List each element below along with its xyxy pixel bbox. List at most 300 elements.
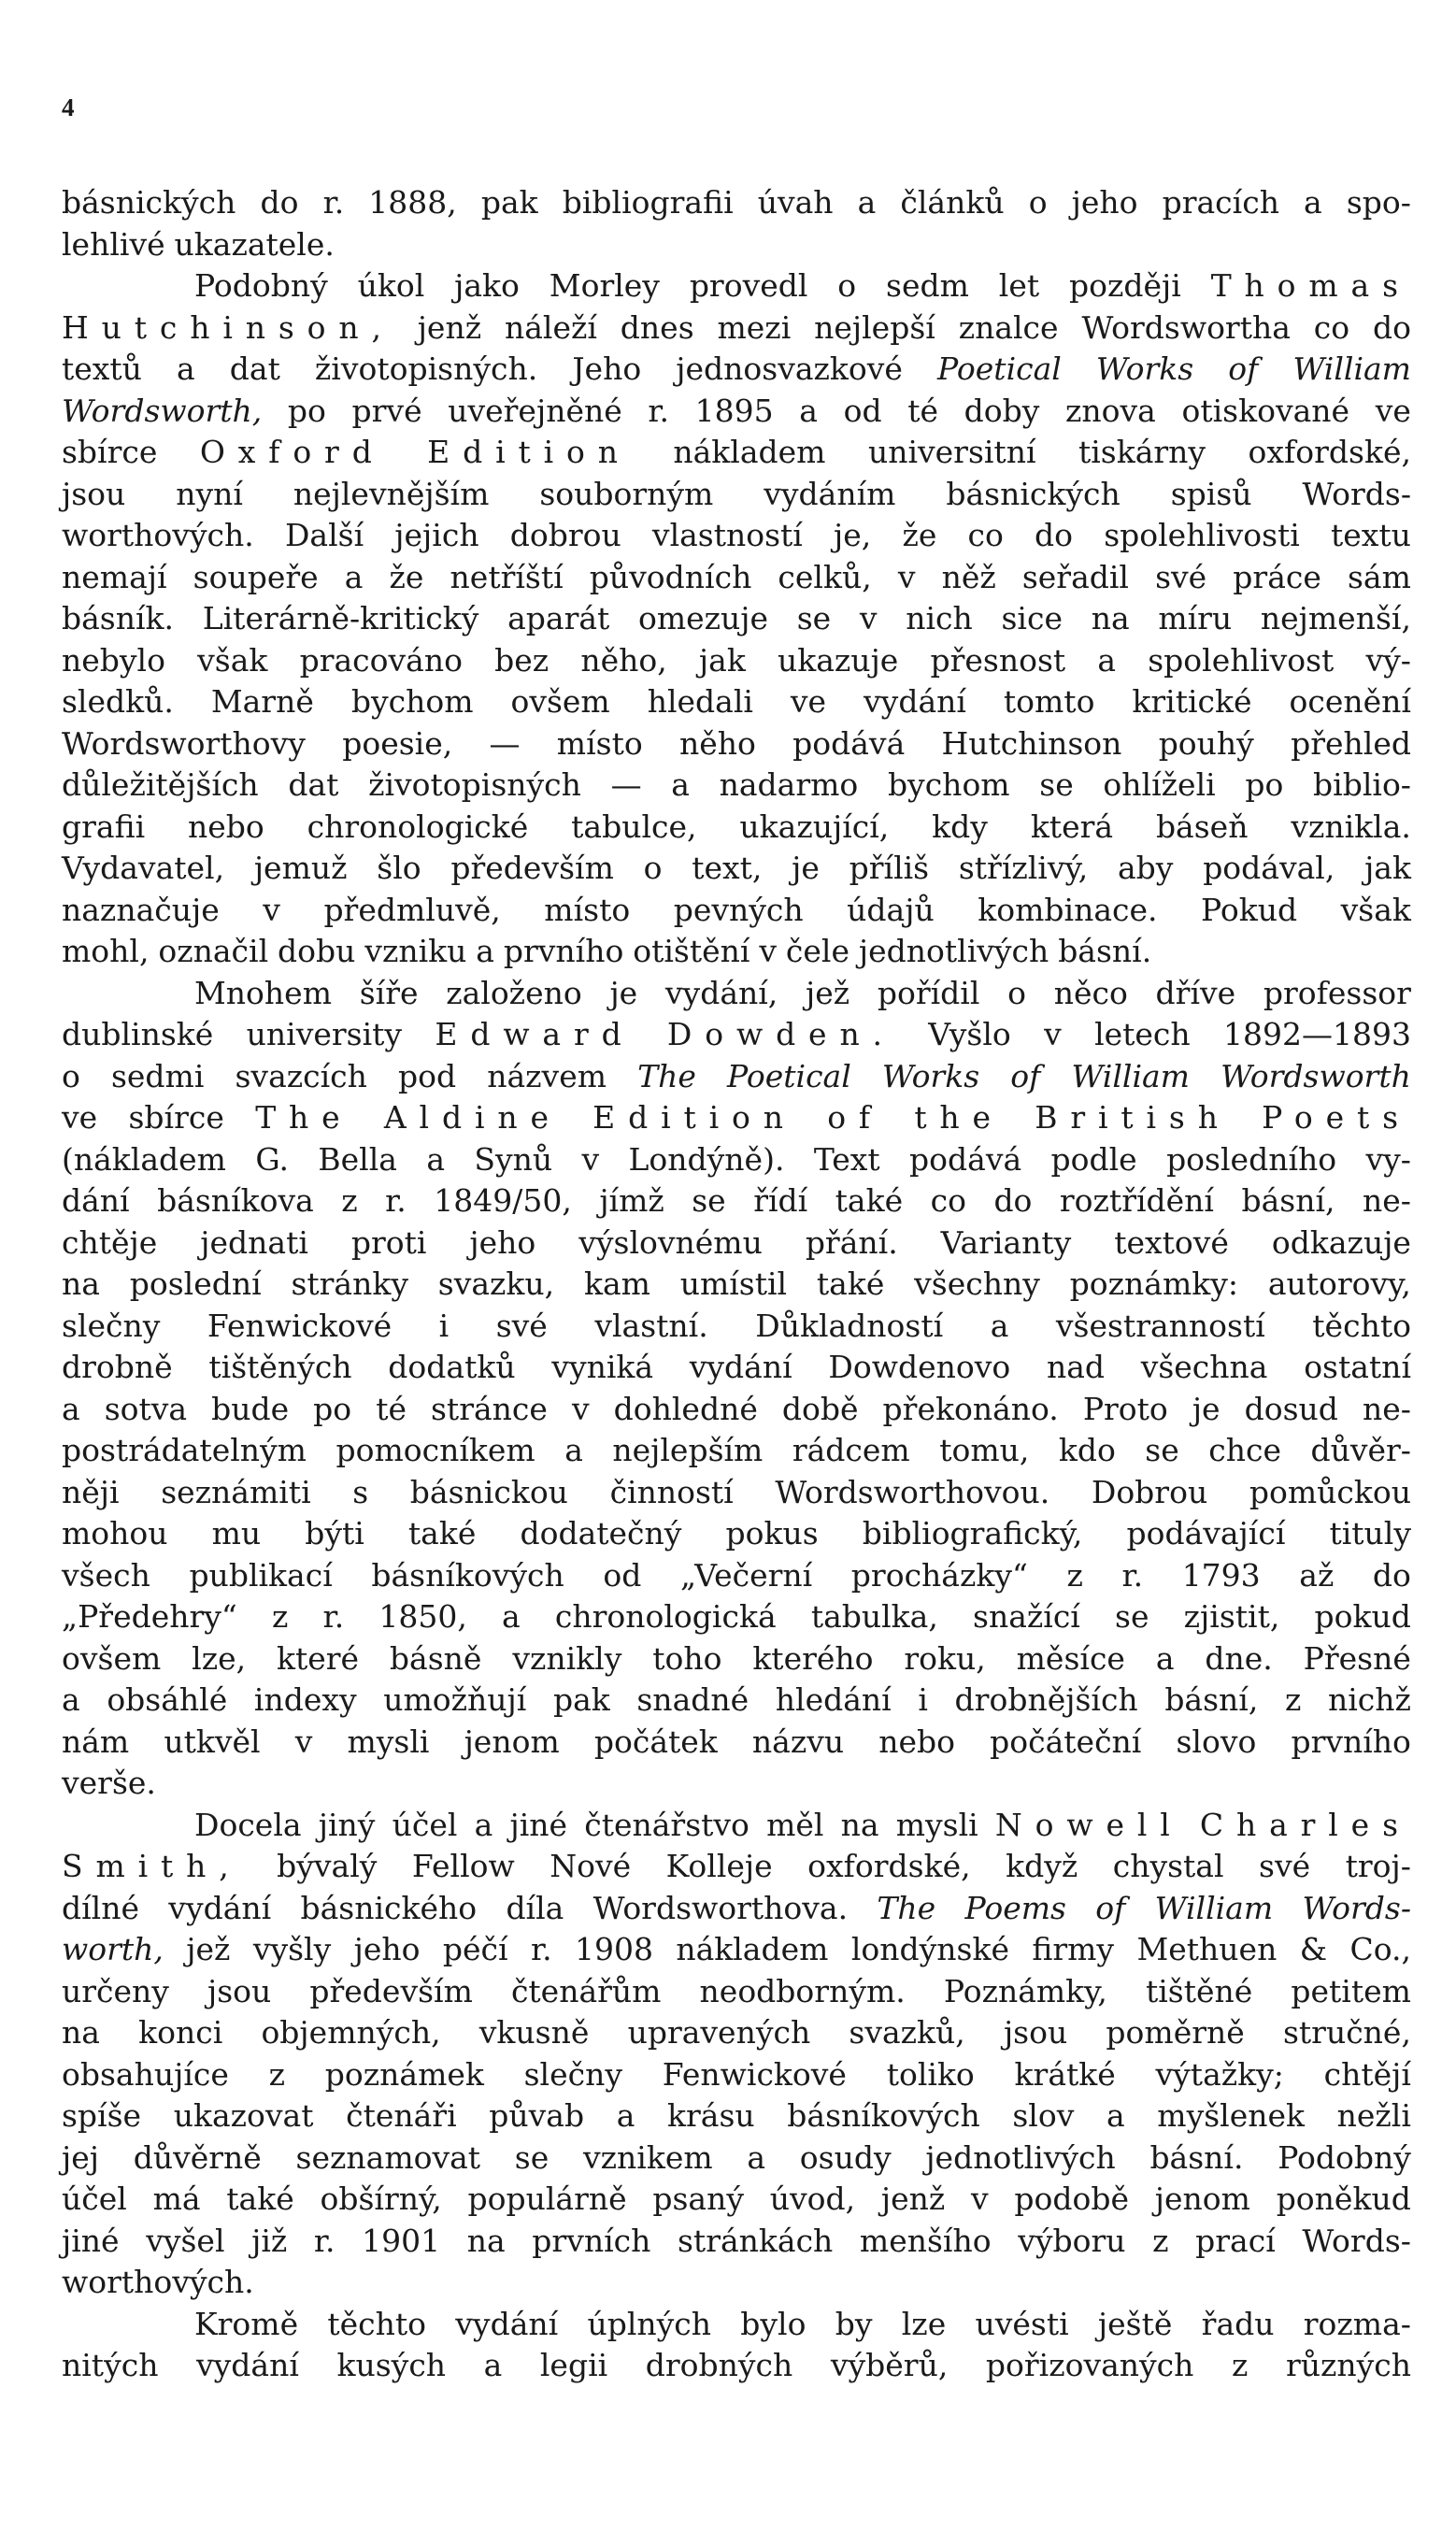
word: co — [930, 1182, 966, 1219]
text-line — [62, 765, 1411, 807]
word: & — [1299, 1931, 1328, 1967]
word: kam — [583, 1265, 650, 1302]
text-line — [62, 2012, 1411, 2054]
word: různých — [1285, 2347, 1411, 2383]
word: rozma- — [1303, 2305, 1411, 2342]
word: básní. — [1058, 933, 1152, 969]
word: podával, — [1203, 850, 1335, 886]
word: má — [152, 2180, 201, 2217]
word: v — [581, 1140, 600, 1178]
word: počáteční — [990, 1723, 1142, 1760]
word: řídí — [753, 1182, 808, 1219]
word: péčí — [442, 1931, 508, 1967]
word: místo — [556, 724, 643, 762]
word: od — [603, 1556, 642, 1594]
word: seřadil — [1021, 558, 1129, 595]
word: vydání — [689, 1349, 792, 1385]
word: chce — [1208, 1432, 1281, 1468]
text-line — [62, 391, 1411, 433]
word: pracích — [1162, 184, 1279, 221]
text-line — [62, 224, 1411, 266]
word: půvab — [489, 2097, 585, 2134]
word: ukazatele. — [174, 225, 335, 263]
word: prací — [1195, 2222, 1276, 2259]
text-line — [62, 598, 1411, 640]
word: je — [609, 974, 638, 1011]
italic-word: of — [1095, 1889, 1126, 1926]
word: výboru — [1018, 2222, 1126, 2259]
word: v — [294, 1723, 313, 1760]
word: universitní — [867, 434, 1036, 470]
text-line — [62, 265, 1411, 307]
word: jenž — [417, 308, 482, 346]
word: a — [476, 933, 494, 969]
word: jednotlivých — [858, 933, 1049, 969]
word: však — [1340, 891, 1411, 928]
word: jak — [698, 641, 746, 679]
word: chystal — [1112, 1848, 1224, 1884]
text-line — [62, 2138, 1411, 2180]
word: o — [1007, 974, 1026, 1011]
word: práce — [1233, 558, 1321, 595]
word: poslední — [129, 1265, 262, 1302]
word: účel — [392, 1806, 458, 1843]
word: z — [268, 2055, 286, 2093]
word: obsáhlé — [107, 1681, 228, 1718]
word: výtažky; — [1155, 2055, 1284, 2093]
word: již — [251, 2222, 288, 2259]
word: tištěných — [208, 1349, 352, 1385]
word: z — [1066, 1556, 1083, 1594]
word: Kolleje — [665, 1848, 773, 1884]
text-line — [62, 307, 1411, 350]
word: něji — [62, 1473, 120, 1510]
text-line — [62, 1971, 1411, 2013]
word: — — [489, 724, 521, 762]
word: Vyšlo — [928, 1016, 1011, 1052]
word: slečny — [523, 2055, 623, 2093]
word: bychom — [350, 683, 474, 720]
word: stránce — [431, 1390, 548, 1427]
word: řadu — [1201, 2305, 1275, 2342]
word: sedmi — [110, 1057, 205, 1094]
italic-word: Poems — [964, 1889, 1066, 1926]
word: důležitějších — [62, 766, 259, 803]
word: ve — [790, 683, 827, 720]
word: také — [816, 1265, 885, 1302]
word: s — [352, 1473, 369, 1510]
word: která — [1030, 808, 1114, 845]
word: celků, — [778, 558, 872, 595]
word: prvního — [1291, 1723, 1411, 1760]
word: Hutchinson — [941, 724, 1122, 762]
word: všechna — [1140, 1349, 1268, 1385]
word: nyní — [176, 475, 243, 512]
word: sbírce — [62, 434, 158, 470]
word: z — [1152, 2222, 1169, 2259]
spaced-word: the — [914, 1099, 1004, 1136]
word: lze — [901, 2305, 947, 2342]
word: dohledné — [613, 1390, 758, 1427]
word: jednati — [200, 1223, 308, 1261]
word: Bella — [318, 1140, 397, 1178]
text-line — [62, 1929, 1411, 1971]
word: z — [1284, 1681, 1302, 1718]
word: r. — [648, 392, 670, 429]
word: drobně — [62, 1349, 173, 1385]
word: kterého — [752, 1639, 874, 1677]
word: nadarmo — [719, 766, 859, 803]
word: 1888, — [368, 184, 457, 221]
word: verše. — [62, 1765, 156, 1801]
word: názvu — [751, 1723, 845, 1760]
word: aparát — [507, 600, 610, 636]
word: dat — [229, 350, 280, 387]
word: po — [1245, 766, 1284, 803]
italic-word: Wordsworth, — [62, 392, 263, 429]
word: kdo — [1058, 1432, 1116, 1468]
word: dat — [288, 766, 339, 803]
italic-word: The — [637, 1057, 696, 1094]
word: poesie, — [342, 724, 453, 762]
word: ohlíželi — [1103, 766, 1216, 803]
word: Dobrou — [1091, 1473, 1208, 1510]
word: bylo — [740, 2305, 807, 2342]
word: do — [1035, 517, 1074, 553]
italic-word: William — [1154, 1889, 1274, 1926]
word: bývalý — [277, 1848, 378, 1884]
word: jeho — [1071, 184, 1138, 221]
word: hledali — [647, 683, 753, 720]
word: své — [1259, 1848, 1311, 1884]
word: přehled — [1291, 724, 1411, 762]
word: ovšem — [62, 1639, 162, 1677]
text-line — [62, 2179, 1411, 2221]
word: procházky“ — [850, 1556, 1028, 1594]
word: prvního — [503, 933, 624, 969]
word: myšlenek — [1157, 2097, 1306, 2134]
word: konci — [138, 2014, 223, 2051]
word: jemuž — [253, 850, 348, 886]
word: básníkových — [371, 1556, 564, 1594]
word: nad — [1046, 1349, 1105, 1385]
word: dání — [62, 1182, 130, 1219]
word: účel — [62, 2180, 127, 2217]
text-line — [62, 681, 1411, 723]
word: nám — [62, 1723, 130, 1760]
text-line — [62, 1056, 1411, 1098]
word: co — [1313, 308, 1350, 346]
text-line — [62, 1638, 1411, 1680]
word: r. — [530, 1931, 552, 1967]
italic-word: Works — [881, 1057, 980, 1094]
word: vydání, — [664, 974, 778, 1011]
word: Kromě — [194, 2305, 299, 2342]
word: Nové — [550, 1848, 632, 1884]
word: šíře — [359, 974, 419, 1011]
word: nichž — [1327, 1681, 1411, 1718]
word: indexy — [253, 1681, 357, 1718]
word: vznikem — [582, 2138, 713, 2176]
spaced-word: Poets — [1262, 1099, 1411, 1136]
word: dříve — [1155, 974, 1236, 1011]
word: mysli — [347, 1723, 430, 1760]
text-line — [62, 1846, 1411, 1888]
word: bibliografii — [562, 184, 734, 221]
word: a — [177, 350, 195, 387]
word: spolehlivost — [1148, 641, 1335, 679]
word: Wordswortha — [1081, 308, 1291, 346]
word: posledního — [1166, 1140, 1337, 1178]
word: básnického — [300, 1889, 478, 1926]
word: jímž — [599, 1182, 664, 1219]
italic-word: William — [1071, 1057, 1190, 1094]
word: by — [835, 2305, 873, 2342]
word: 1892—1893 — [1223, 1016, 1411, 1052]
word: sice — [1001, 600, 1063, 636]
word: se — [514, 2138, 550, 2176]
word: Fellow — [411, 1848, 515, 1884]
word: odkazuje — [1271, 1223, 1411, 1261]
word: něco — [1053, 974, 1128, 1011]
word: básnických — [62, 184, 236, 221]
word: době — [781, 1390, 859, 1427]
word: Synů — [474, 1140, 553, 1178]
word: spisů — [1170, 475, 1252, 512]
word: jej — [62, 2138, 99, 2176]
word: vyniká — [551, 1349, 654, 1385]
word: sám — [1347, 558, 1411, 595]
word: lze, — [192, 1639, 247, 1677]
word: Wordsworthova. — [592, 1889, 849, 1926]
text-line — [62, 1472, 1411, 1514]
text-line — [62, 1347, 1411, 1389]
word: svazcích — [235, 1057, 367, 1094]
word: snažící — [973, 1598, 1080, 1635]
word: básní. — [1149, 2138, 1244, 2176]
text-line — [62, 557, 1411, 599]
word: jsou — [62, 475, 126, 512]
word: úvod, — [769, 2180, 856, 2217]
word: znova — [1065, 392, 1156, 429]
word: v — [859, 600, 878, 636]
text-line — [62, 2262, 1411, 2304]
word: bibliografický, — [862, 1515, 1083, 1551]
word: v — [897, 558, 916, 595]
word: nežli — [1336, 2097, 1411, 2134]
word: slečny — [62, 1307, 161, 1344]
word: vy- — [1365, 1140, 1411, 1178]
word: jiný — [318, 1806, 376, 1843]
italic-word: Poetical — [727, 1057, 851, 1094]
word: jenom — [464, 1723, 560, 1760]
word: chronologické — [307, 808, 529, 845]
word: po — [313, 1390, 352, 1427]
word: uveřejněné — [448, 392, 622, 429]
text-line — [62, 1180, 1411, 1222]
word: o — [643, 850, 663, 886]
word: čtenáři — [346, 2097, 457, 2134]
word: co — [967, 517, 1004, 553]
word: překonáno. — [882, 1390, 1059, 1427]
word: ve — [62, 1099, 98, 1136]
word: úplných — [587, 2305, 712, 2342]
word: údajů — [847, 891, 935, 928]
word: r. — [1121, 1556, 1144, 1594]
body-text — [62, 182, 1411, 2387]
word: jenž — [880, 2180, 946, 2217]
word: jeho — [353, 1931, 421, 1967]
word: nitých — [62, 2347, 159, 2383]
word: a — [502, 1598, 521, 1635]
italic-word: The — [877, 1889, 936, 1926]
text-line — [62, 1763, 1411, 1805]
word: činností — [609, 1473, 734, 1510]
spaced-word: Edition — [592, 1099, 796, 1136]
word: především — [309, 1972, 473, 2009]
italic-word: Words- — [1302, 1889, 1411, 1926]
italic-word: Poetical — [937, 350, 1062, 387]
word: pomůckou — [1249, 1473, 1411, 1510]
word: menšího — [859, 2222, 992, 2259]
word: něho, — [580, 641, 667, 679]
word: své — [495, 1307, 548, 1344]
word: je, — [834, 517, 872, 553]
word: dobrou — [509, 517, 621, 553]
word: drobných — [645, 2347, 793, 2383]
word: tituly — [1329, 1515, 1411, 1551]
word: G. — [255, 1140, 290, 1178]
word: a — [990, 1307, 1009, 1344]
word: r. — [385, 1182, 407, 1219]
word: 1850, — [378, 1598, 467, 1635]
word: vlastní. — [594, 1307, 708, 1344]
word: Marně — [210, 683, 314, 720]
word: i — [438, 1307, 450, 1344]
word: lehlivé — [62, 225, 165, 263]
word: do — [260, 184, 299, 221]
text-line — [62, 1139, 1411, 1181]
word: určeny — [62, 1972, 169, 2009]
word: se — [1039, 766, 1074, 803]
word: osudy — [799, 2138, 892, 2176]
word: a — [564, 1432, 583, 1468]
word: Londýně). — [628, 1140, 785, 1178]
word: ještě — [1097, 2305, 1173, 2342]
word: text, — [692, 850, 763, 886]
word: na — [62, 1265, 100, 1302]
word: 1895 — [694, 392, 774, 429]
word: netříští — [450, 558, 564, 595]
word: také — [226, 2180, 294, 2217]
word: mysli — [895, 1806, 978, 1843]
word: ukazuje — [778, 641, 899, 679]
word: Dowdenovo — [828, 1349, 1011, 1385]
italic-word: of — [1010, 1057, 1041, 1094]
word: když — [1006, 1848, 1078, 1884]
word: názvem — [487, 1057, 607, 1094]
word: r. — [322, 184, 345, 221]
word: v — [263, 891, 280, 928]
word: vlastností — [651, 517, 803, 553]
spaced-word: British — [1035, 1099, 1231, 1136]
word: té — [907, 392, 938, 429]
word: těchto — [1312, 1307, 1411, 1344]
word: výslovnému — [578, 1223, 763, 1261]
word: kusých — [336, 2347, 447, 2383]
word: jež — [806, 974, 850, 1011]
word: university — [246, 1016, 403, 1052]
word: biblio- — [1313, 766, 1411, 803]
word: petitem — [1291, 1972, 1411, 2009]
text-line — [62, 931, 1411, 973]
word: počátek — [593, 1723, 718, 1760]
word: rádcem — [792, 1432, 910, 1468]
word: psaný — [652, 2180, 744, 2217]
word: roku, — [904, 1639, 986, 1677]
word: a — [671, 766, 690, 803]
word: pak — [480, 184, 538, 221]
word: obšírný, — [320, 2180, 442, 2217]
word: z — [1231, 2347, 1249, 2383]
text-line — [62, 1555, 1411, 1597]
word: Podobný — [194, 267, 328, 304]
word: dodatků — [388, 1349, 516, 1385]
word: však — [197, 641, 268, 679]
word: sotva — [104, 1390, 188, 1427]
word: jak — [1364, 850, 1411, 886]
text-line — [62, 1389, 1411, 1431]
word: a — [799, 392, 818, 429]
word: a — [344, 558, 364, 595]
word: stručné, — [1282, 2014, 1411, 2051]
word: obsahujíce — [62, 2055, 229, 2093]
word: ve — [1375, 392, 1411, 429]
word: a — [483, 2347, 503, 2383]
word: utkvěl — [164, 1723, 261, 1760]
word: básnickou — [409, 1473, 568, 1510]
word: a — [857, 184, 877, 221]
text-line — [62, 432, 1411, 474]
word: krásu — [667, 2097, 755, 2134]
word: Mnohem — [194, 974, 332, 1011]
spaced-word: Oxford — [199, 434, 385, 470]
word: jiné — [62, 2222, 120, 2259]
spaced-word: Edward — [435, 1016, 635, 1052]
word: tomu, — [939, 1432, 1030, 1468]
word: báseň — [1155, 808, 1249, 845]
italic-word: of — [1228, 350, 1259, 387]
word: legii — [539, 2347, 608, 2383]
text-line — [62, 890, 1411, 932]
word: dosud — [1244, 1390, 1338, 1427]
word: vydání — [455, 2305, 559, 2342]
word: spolehlivosti — [1104, 517, 1300, 553]
word: seznamovat — [295, 2138, 481, 2176]
word: a — [1097, 641, 1117, 679]
word: Přesné — [1303, 1639, 1411, 1677]
text-line — [62, 1014, 1411, 1056]
word: umožňují — [383, 1681, 527, 1718]
text-line — [62, 1596, 1411, 1638]
word: mohl, — [62, 933, 150, 969]
word: uvésti — [975, 2305, 1069, 2342]
text-line — [62, 1805, 1411, 1847]
word: letech — [1094, 1016, 1191, 1052]
word: Další — [284, 517, 364, 553]
word: své — [1155, 558, 1207, 595]
word: omezuje — [637, 600, 769, 636]
